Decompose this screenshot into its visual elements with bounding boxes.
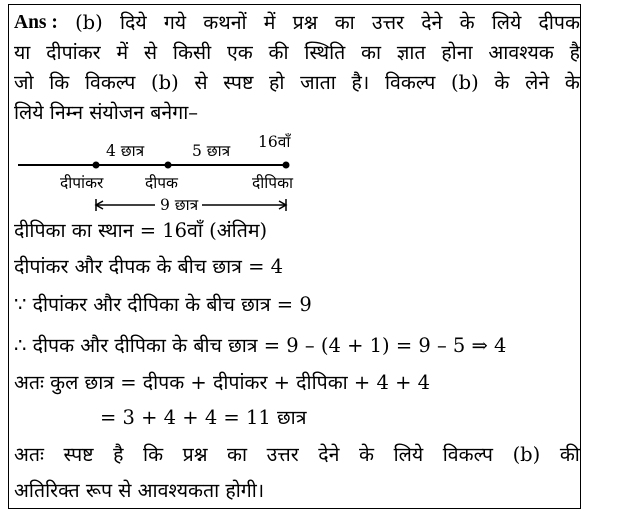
- word: (b): [150, 71, 179, 94]
- word: (b): [451, 71, 479, 94]
- word: स्पष्ट: [63, 443, 94, 466]
- word: का: [361, 41, 382, 64]
- word: के: [564, 71, 580, 94]
- word: देने: [318, 443, 340, 466]
- word: के: [494, 71, 510, 94]
- word: दीपक: [538, 11, 580, 34]
- word: कि: [49, 71, 70, 94]
- word: से: [194, 71, 208, 94]
- span-label: 9 छात्र: [160, 196, 199, 214]
- person-deepak: दीपक: [145, 174, 178, 192]
- word: लिये: [393, 443, 424, 466]
- ans-label: Ans :: [14, 12, 58, 33]
- word: एक: [226, 41, 253, 64]
- word: दिये: [119, 11, 147, 34]
- word: की: [559, 443, 580, 466]
- word: उत्तर: [266, 443, 299, 466]
- word: प्रश्न: [182, 443, 208, 466]
- word: स्थिति: [304, 41, 346, 64]
- answer-line-7: ∵ दीपांकर और दीपिका के बीच छात्र = 9: [14, 293, 312, 316]
- word: विकल्प: [442, 443, 494, 466]
- answer-line-8: ∴ दीपक और दीपिका के बीच छात्र = 9 – (4 + 1) = 9 – 5 ⇒ 4: [14, 334, 507, 357]
- word: किसी: [172, 41, 212, 64]
- word: का: [334, 11, 355, 34]
- person-deepika: दीपिका: [252, 174, 293, 192]
- word: विकल्प: [385, 71, 436, 94]
- answer-line-12: अतिरिक्त रूप से आवश्यकता होगी।: [14, 479, 265, 502]
- word: कि: [143, 443, 164, 466]
- word: है।: [351, 71, 370, 94]
- answer-line-10: = 3 + 4 + 4 = 11 छात्र: [100, 406, 307, 429]
- answer-line-9: अतः कुल छात्र = दीपक + दीपांकर + दीपिका + 4 + 4: [14, 371, 431, 394]
- word: की: [268, 41, 289, 64]
- answer-line-6: दीपांकर और दीपक के बीच छात्र = 4: [14, 255, 284, 278]
- point-dipankar: [93, 162, 100, 169]
- word: के: [459, 11, 475, 34]
- word: (b): [512, 443, 541, 466]
- word: (b): [75, 11, 103, 34]
- word: कथनों: [203, 11, 247, 34]
- word: उत्तर: [371, 11, 405, 34]
- word: जो: [14, 71, 34, 94]
- word: जाता: [300, 71, 336, 94]
- word: है: [569, 41, 580, 64]
- word: हो: [269, 71, 285, 94]
- word: में: [116, 41, 129, 64]
- word: विकल्प: [84, 71, 136, 94]
- word: होना: [441, 41, 473, 64]
- word: से: [143, 41, 158, 64]
- answer-line-5: दीपिका का स्थान = 16वाँ (अंतिम): [14, 219, 268, 242]
- word: अतः: [14, 443, 44, 466]
- answer-line-4: लिये निम्न संयोजन बनेगा–: [14, 101, 199, 124]
- word: या: [14, 41, 31, 64]
- answer-line-11: [14, 442, 580, 468]
- word: के: [359, 443, 375, 466]
- word: प्रश्न: [292, 11, 318, 34]
- gap-label-1: 4 छात्र: [106, 142, 145, 160]
- point-deepak: [165, 162, 172, 169]
- word: का: [227, 443, 248, 466]
- word: में: [263, 11, 276, 34]
- word: देने: [421, 11, 443, 34]
- word: लेने: [525, 71, 550, 94]
- gap-label-2: 5 छात्र: [192, 142, 231, 160]
- person-dipankar: दीपांकर: [60, 174, 104, 192]
- word: गये: [163, 11, 187, 34]
- point-deepika: [283, 162, 290, 169]
- word: आवश्यक: [488, 41, 554, 64]
- word: ज्ञात: [396, 41, 426, 64]
- word: है: [113, 443, 124, 466]
- word: लिये: [491, 11, 522, 34]
- rank-label: 16वाँ: [258, 133, 291, 151]
- word: स्पष्ट: [223, 71, 254, 94]
- word: दीपांकर: [46, 41, 101, 64]
